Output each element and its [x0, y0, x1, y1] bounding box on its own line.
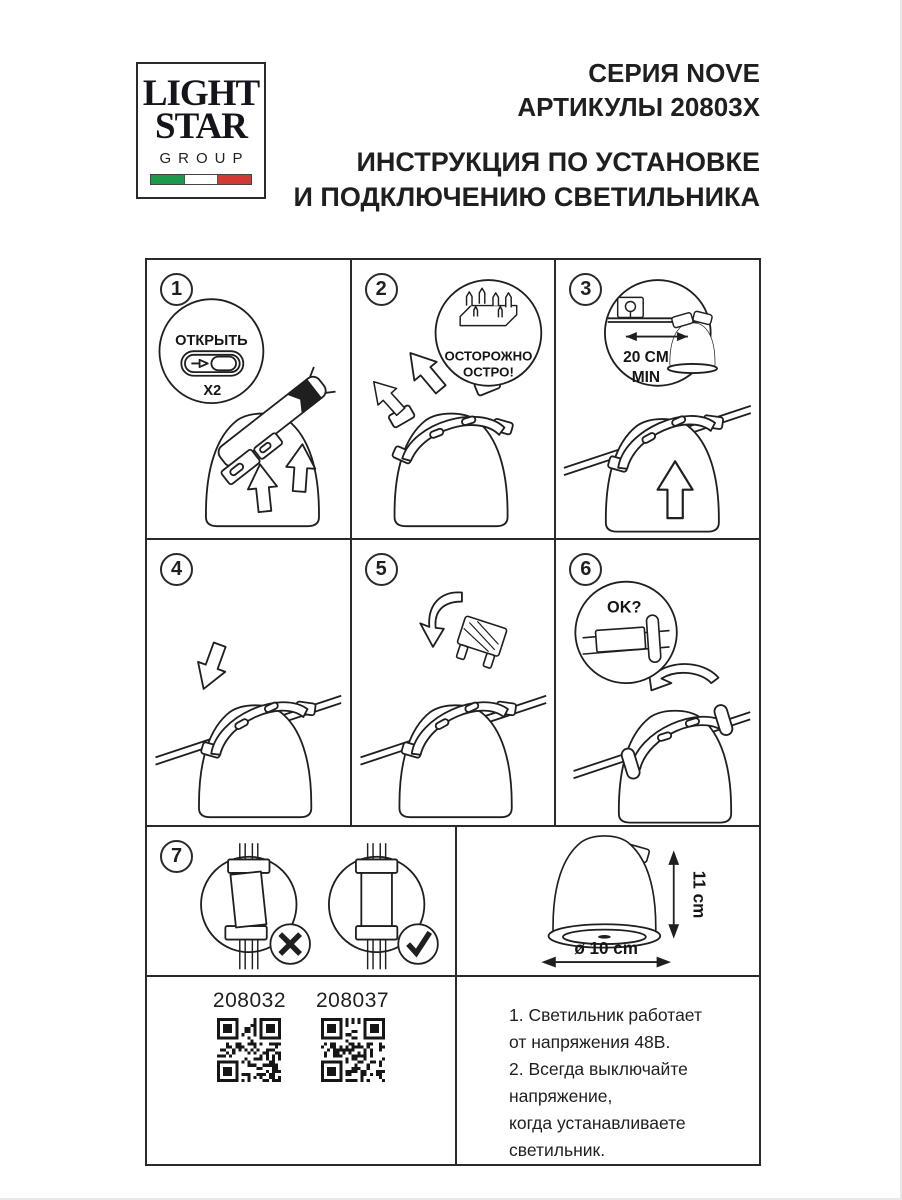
min-distance-label: MIN [632, 369, 661, 387]
note-line: 1. Светильник работает [509, 1005, 702, 1025]
note-line: 2. Всегда выключайте напряжение, [509, 1059, 688, 1106]
logo-group: GROUP [159, 149, 250, 167]
step-2-panel [350, 260, 555, 538]
qr-panel [147, 977, 455, 1164]
mini-lamp [668, 311, 717, 373]
height-dimension [668, 851, 708, 939]
qr-code [217, 1018, 281, 1082]
step-7-illustration [147, 827, 455, 975]
note-line: от напряжения 48В. [509, 1032, 671, 1052]
articles-title: АРТИКУЛЫ 20803X [517, 92, 760, 122]
lightstar-logo [136, 62, 266, 199]
step-number: 4 [160, 553, 193, 586]
logo-star: STAR [155, 105, 247, 147]
step-number: 3 [569, 273, 602, 306]
product-208032 [213, 989, 286, 1082]
correct-icon [398, 925, 438, 965]
insert-arrow-icon [420, 592, 462, 646]
step-7-panel [147, 827, 455, 975]
note-line: когда устанавливаете светильник. [509, 1113, 686, 1160]
warning-line2: ОСТРО! [462, 364, 514, 380]
step-number: 5 [365, 553, 398, 586]
height-value: 11 cm [689, 871, 709, 919]
min-distance-value: 20 CM [623, 349, 670, 367]
diameter-value: ø 10 cm [574, 939, 639, 959]
step-number: 7 [160, 840, 193, 873]
ok-label: OK? [607, 598, 642, 617]
step-5-panel [350, 540, 555, 825]
logo-light: LIGHT [142, 72, 260, 114]
document-header [294, 56, 760, 215]
product-208037 [316, 989, 389, 1082]
step-number: 2 [365, 273, 398, 306]
times-label: X2 [203, 382, 222, 399]
step-number: 1 [160, 273, 193, 306]
step-6-panel [554, 540, 759, 825]
dimensions-illustration [457, 827, 759, 975]
notes-panel [455, 977, 759, 1164]
step-1-panel [147, 260, 350, 538]
dimensions-panel [455, 827, 759, 975]
sharp-warning-callout [435, 280, 541, 386]
distance-callout [605, 280, 717, 386]
instruction-grid [145, 258, 761, 1166]
step-4-panel [147, 540, 350, 825]
wrong-icon [270, 925, 310, 965]
main-title-line1: ИНСТРУКЦИЯ ПО УСТАНОВКЕ [356, 147, 760, 177]
warning-line1: ОСТОРОЖНО [444, 348, 533, 364]
italian-flag-icon [150, 174, 252, 185]
product-code: 208037 [316, 989, 390, 1012]
open-callout [159, 299, 263, 403]
step-3-panel [554, 260, 759, 538]
series-title: СЕРИЯ NOVE [588, 58, 760, 88]
main-title-line2: И ПОДКЛЮЧЕНИЮ СВЕТИЛЬНИКА [293, 182, 760, 212]
open-label: ОТКРЫТЬ [175, 332, 248, 349]
step-number: 6 [569, 553, 602, 586]
ok-callout [576, 582, 677, 683]
product-code: 208032 [212, 989, 286, 1012]
qr-code [321, 1018, 385, 1082]
